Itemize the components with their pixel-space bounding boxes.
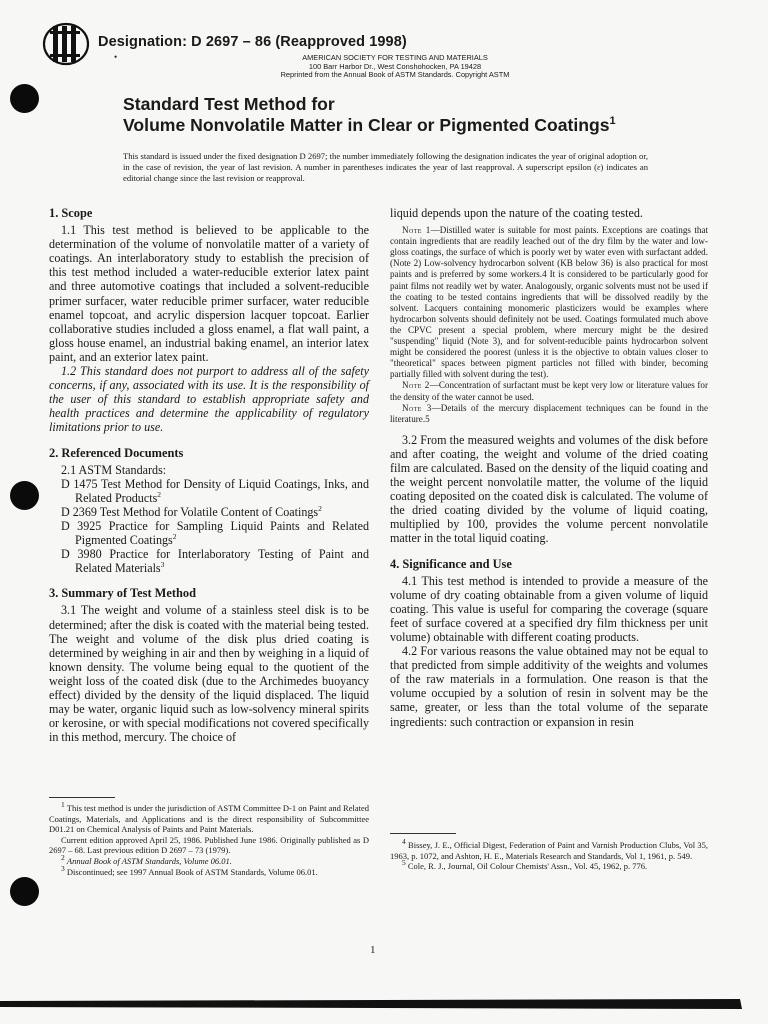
left-footnotes: [49, 800, 369, 877]
title-line-1: Standard Test Method for: [123, 94, 335, 114]
punch-hole: [10, 877, 39, 906]
page-number: 1: [370, 944, 376, 956]
note-3: Note 3—Details of the mercury displacement techniques can be found in the literature.5: [390, 402, 708, 424]
footnote-rule: [390, 833, 456, 834]
footnote: $^3$ Discontinued; see 1997 Annual Book of ASTM Standards, Volume 06.01.: [61, 863, 318, 877]
preamble: This standard is issued under the fixed designation D 2697; the number immediately following the designation indicates the year of original adoption or, in the case of revision, the year of last revision. A number in parentheses indicates the year of last reapproval. A superscript epsilon (ε) indicates an editorial change since the last revision or reapproval.: [123, 151, 648, 183]
paragraph-4-2: 4.2 For various reasons the value obtained may not be equal to that predicted from simple additivity of the weights and volumes of the raw materials in a formulation. One reason is that the volume occupied by a solution of resin in solvent may be the same, greater, or less than the total volume of the separate ingredients: such contraction or expansion in resin: [390, 644, 708, 729]
org-name: AMERICAN SOCIETY FOR TESTING AND MATERIALS: [302, 53, 488, 62]
paragraph-3-2: 3.2 From the measured weights and volumes of the disk before and after coating, the weight and volume of the dried coating film are calculated. Based on the density of the liquid coating and the weight percent nonvolatile matter, the volume of the liquid coating deposited on the coated disk is calculated. The volume of the dried coating divided by the volume of liquid coating, multiplied by 100, provides the volume percent nonvolatile matter in the total liquid coating.: [390, 432, 708, 546]
section-heading-significance: 4. Significance and Use: [390, 556, 512, 571]
section-heading-referenced-documents: 2. Referenced Documents: [49, 445, 184, 460]
left-column: [49, 206, 369, 744]
designation: Designation: D 2697 – 86 (Reapproved 1998): [98, 34, 407, 50]
reference-item: D 3925 Practice for Sampling Liquid Paints and Related Pigmented Coatings$^2$: [61, 518, 369, 548]
section-heading-summary: 3. Summary of Test Method: [49, 586, 196, 601]
paragraph-1-2: 1.2 This standard does not purport to address all of the safety concerns, if any, associated with its use. It is the responsibility of the user of this standard to establish appropriate safety and health practices and determine the applicability of regulatory limitations prior to use.: [49, 364, 369, 435]
punch-hole: [10, 84, 39, 113]
stray-mark: •: [114, 52, 118, 62]
reprint-note: Reprinted from the Annual Book of ASTM Standards. Copyright ASTM: [280, 70, 510, 80]
punch-hole: [10, 481, 39, 510]
paragraph-4-1: 4.1 This test method is intended to provide a measure of the volume of dry coating obtainable from a given volume of liquid coating. This value is useful for comparing the coverage (square feet of surface covered at a specified dry film thickness per unit volume) obtainable with different coating products.: [390, 573, 708, 644]
footnote: Current edition approved April 25, 1986. Published June 1986. Originally published as D 2697 – 68. Last previous edition D 2697 – 73 (1979).: [49, 834, 369, 856]
astm-logo-icon: [40, 22, 92, 66]
reference-item: D 3980 Practice for Interlaboratory Testing of Paint and Related Materials$^3$: [61, 547, 369, 576]
footnote: $^5$ Cole, R. J., Journal, Oil Colour Chemists' Assn., Vol. 45, 1962, p. 776.: [402, 858, 648, 872]
title-line-2: Volume Nonvolatile Matter in Clear or Pigmented Coatings$^1$: [123, 114, 616, 135]
note-2: Note 2—Concentration of surfactant must be kept very low or literature values for the density of the water cannot be used.: [390, 380, 708, 402]
note-1: Note 1—Distilled water is suitable for most paints. Exceptions are coatings that contain ingredients that are readily leached out of the dry film by the water and low-gloss coatings, the surface of which is poorly wet by water even with surfactant added. (Note 2) Low-solvency hydrocarbon solvent (KB below 36) is also practical for most paints and is preferred by some workers.4 It is considered to be particularly good for paint films not readily wet by water. Analogously, organic solvents must not be used if the coating to be tested contains ingredients that will be dissolved readily by the solvent. Lacquers containing monomeric plasticizers would be examples where hydrocarbon solvents should definitely not be used. Coatings formulated much above the CPVC present a special problem, where mercury might be the desired "suspending" liquid (Note 3), and for solvent-reducible paints hydrocarbon solvent might be considered the poorest (unless it is the objective to obtain values closer to "theoretical" spaces between pigment particles not filled with binder, becoming partially filled with solvent during the test).: [390, 225, 709, 380]
footnote: $^2$ Annual Book of ASTM Standards, Volume 06.01.: [61, 853, 232, 866]
publisher-info: [240, 54, 550, 80]
right-footnotes: [390, 837, 708, 872]
document-title: [123, 94, 616, 135]
footnote-rule: [49, 797, 115, 798]
paragraph-continuation: liquid depends upon the nature of the coating tested.: [390, 206, 643, 220]
scan-edge-bar: [0, 998, 768, 1010]
footnote: $^1$ This test method is under the jurisdiction of ASTM Committee D-1 on Paint and Related Coatings, Materials, and Applications and is the direct responsibility of Subcommittee D01.21 on Chemical Analysis of Paints and Paint Materials.: [49, 800, 369, 835]
reference-item: D 1475 Test Method for Density of Liquid Coatings, Inks, and Related Products$^2$: [61, 476, 369, 505]
footnote: $^4$ Bissey, J. E., Official Digest, Federation of Paint and Varnish Production Clubs, Vol 35, 1963, p. 1072, and Ashton, H. E., Materials Research and Standards, Vol 1, 1961, p. 549.: [390, 837, 708, 861]
right-column: [390, 206, 708, 729]
reference-item: D 2369 Test Method for Volatile Content of Coatings$^2$: [61, 503, 322, 519]
paragraph-3-1: 3.1 The weight and volume of a stainless steel disk is to be determined; after the disk is coated with the material being tested. The weight and volume of the disk plus dried coating is determined by weighing in air and then by weighing in a liquid of known density. The volume being equal to the quotient of the weight loss of the coated disk (due to the Archimedes buoyancy effect) divided by the density of the liquid displaced. The liquid may be water, organic liquid such as low-solvency mineral spirits or kerosine, or with special modifications not covered specifically in this method, mercury. The choice of: [49, 603, 369, 745]
org-address: 100 Barr Harbor Dr., West Conshohocken, PA 19428: [308, 61, 482, 71]
paragraph-1-1: 1.1 This test method is believed to be applicable to the determination of the volume of nonvolatile matter of a variety of coatings. An interlaboratory study to establish the precision of this test method included a water-reducible exterior latex paint and three automotive coatings that included a solvent-reducible primer surfacer, water reducible primer surfacer, water reducible enamel topcoat, and acrylic dispersion lacquer topcoat. Earlier collaborative studies included a gloss enamel, a flat wall paint, a gloss house enamel, an industrial baking enamel, an interior latex paint, and an exterior latex paint.: [49, 223, 369, 364]
astm-standards-subheading: 2.1 ASTM Standards:: [61, 462, 167, 477]
section-heading-scope: 1. Scope: [49, 206, 93, 220]
